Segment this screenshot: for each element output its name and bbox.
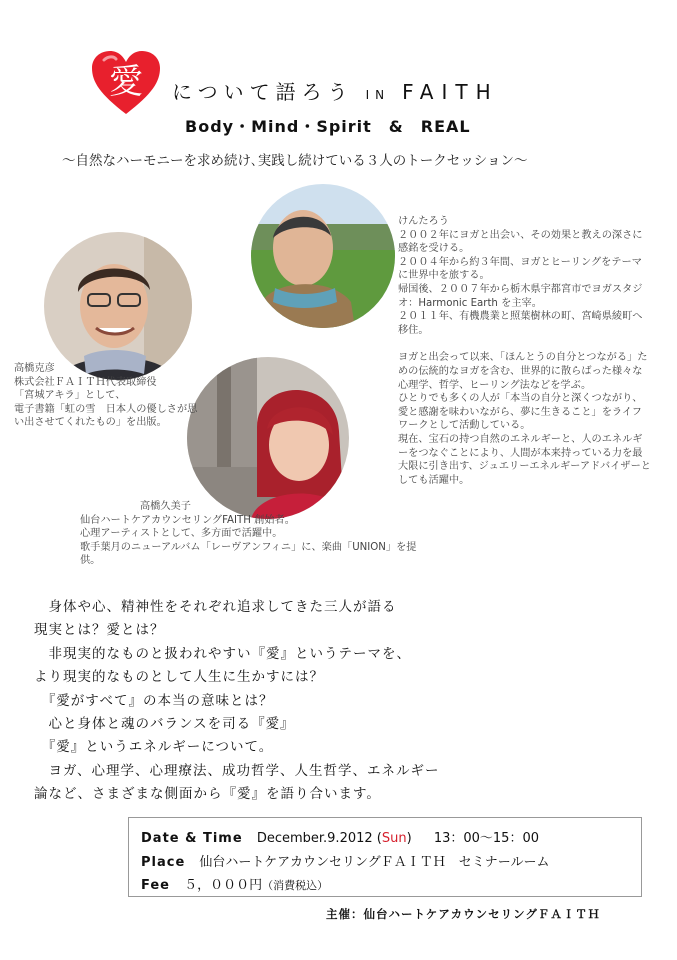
bio-takahashi-kumiko xyxy=(80,500,420,568)
bio-katsuhiko-line: 電子書籍「虹の雪 日本人の優しさが思い出させてくれたもの」を出版。 xyxy=(14,403,198,429)
event-fee-row xyxy=(141,874,328,893)
bio-katsuhiko-line: 株式会社ＦＡＩＴＨ代表取締役 xyxy=(14,376,157,388)
bio-takahashi-katsuhiko xyxy=(14,362,202,430)
bio-kumiko-name: 高橋久美子 xyxy=(140,501,191,512)
time-value: 13：00～15：00 xyxy=(433,831,539,846)
photo-kentaro xyxy=(251,184,395,328)
bio-kentaro-line: ２００４年から約３年間、ヨガとヒーリングをテーマに世界中を旅する。 xyxy=(398,256,642,282)
description-line: 『愛』というエネルギーについて。 xyxy=(34,739,274,756)
title-in: IN xyxy=(365,88,391,102)
fee-value: ５，０００円 xyxy=(184,878,263,893)
organizer: 主催：仙台ハートケアカウンセリングＦＡＩＴＨ xyxy=(326,907,601,921)
description-line: ヨガ、心理学、心理療法、成功哲学、人生哲学、エネルギー xyxy=(34,762,440,779)
bio-katsuhiko-line: 「宮城アキラ」として、 xyxy=(14,390,126,402)
subtitle: Body・Mind・Spirit & REAL xyxy=(185,117,471,136)
bio-kentaro-line: ２００２年にヨガと出会い、その効果と教えの深さに感銘を受ける。 xyxy=(398,229,643,255)
bio-kentaro-line: ひとりでも多くの人が「本当の自分と深くつながり、愛と感謝を味わいながら、夢に生きること」をライフワークとして活動している。 xyxy=(398,393,643,432)
description-line: より現実的なものとして人生に生かすには？ xyxy=(34,669,324,686)
photo-takahashi-kumiko xyxy=(187,357,349,519)
event-place-row xyxy=(141,851,550,870)
bio-kumiko-line: 歌手葉月のニューアルバム「レーヴアンフィニ」に、楽曲「UNION」を提供。 xyxy=(80,541,417,567)
description-line: 現実とは？愛とは？ xyxy=(34,622,165,639)
bio-katsuhiko-name: 高橋克彦 xyxy=(14,363,55,374)
photo-takahashi-katsuhiko xyxy=(44,232,192,380)
bio-kentaro-name: けんたろう xyxy=(398,216,449,227)
date-value: December.9.2012 ( xyxy=(256,831,382,846)
bio-kentaro xyxy=(398,215,652,487)
title-jp: について語ろう xyxy=(172,80,354,104)
event-date-row xyxy=(141,827,539,846)
place-value: 仙台ハートケアカウンセリングＦＡＩＴＨ セミナールーム xyxy=(199,855,550,870)
page-title xyxy=(172,76,499,105)
bio-kumiko-line: 仙台ハートケアカウンセリングFAITH 創始者。 xyxy=(80,514,295,526)
date-close: ) xyxy=(406,831,412,846)
date-label: Date & Time xyxy=(141,831,243,846)
description-line: 非現実的なものと扱われやすい『愛』というテーマを、 xyxy=(34,645,411,662)
bio-kentaro-line: ヨガと出会って以来、「ほんとうの自分とつながる」ための伝統的なヨガを含む、世界的に散らばった様々な心理学、哲学、ヒーリング法などを学ぶ。 xyxy=(398,352,648,391)
fee-note: （消費税込） xyxy=(262,879,329,892)
bio-kentaro-line: 帰国後、２００７年から栃木県宇都宮市でヨガスタジオ：Harmonic Earth を主宰。 xyxy=(398,283,643,309)
heart-logo-text: 愛 xyxy=(109,62,143,102)
bio-kentaro-line: ２０１１年、有機農業と照葉樹林の町、宮崎県綾町へ移住。 xyxy=(398,311,643,336)
description-line: 『愛がすべて』の本当の意味とは？ xyxy=(34,692,274,709)
event-description xyxy=(34,596,634,807)
title-faith: FAITH xyxy=(402,80,499,104)
bio-kentaro-line: 現在、宝石の持つ自然のエネルギーと、人のエネルギーをつなぐことにより、人間が本来持っている力を最大限に引き出す、ジュエリーエネルギーアドバイザーとしても活躍中。 xyxy=(398,433,651,486)
description-line: 論など、さまざまな側面から『愛』を語り合います。 xyxy=(34,786,381,803)
event-info-box xyxy=(128,817,642,897)
bio-kumiko-line: 心理アーティストとして、多方面で活躍中。 xyxy=(80,528,283,540)
place-label: Place xyxy=(141,855,186,870)
description-line: 心と身体と魂のバランスを司る『愛』 xyxy=(34,716,295,733)
date-day: Sun xyxy=(381,831,407,846)
tagline: ～自然なハーモニーを求め続け､実践し続けている３人のトークセッション～ xyxy=(62,153,528,169)
fee-label: Fee xyxy=(141,878,170,893)
description-line: 身体や心、精神性をそれぞれ追求してきた三人が語る xyxy=(34,599,397,615)
